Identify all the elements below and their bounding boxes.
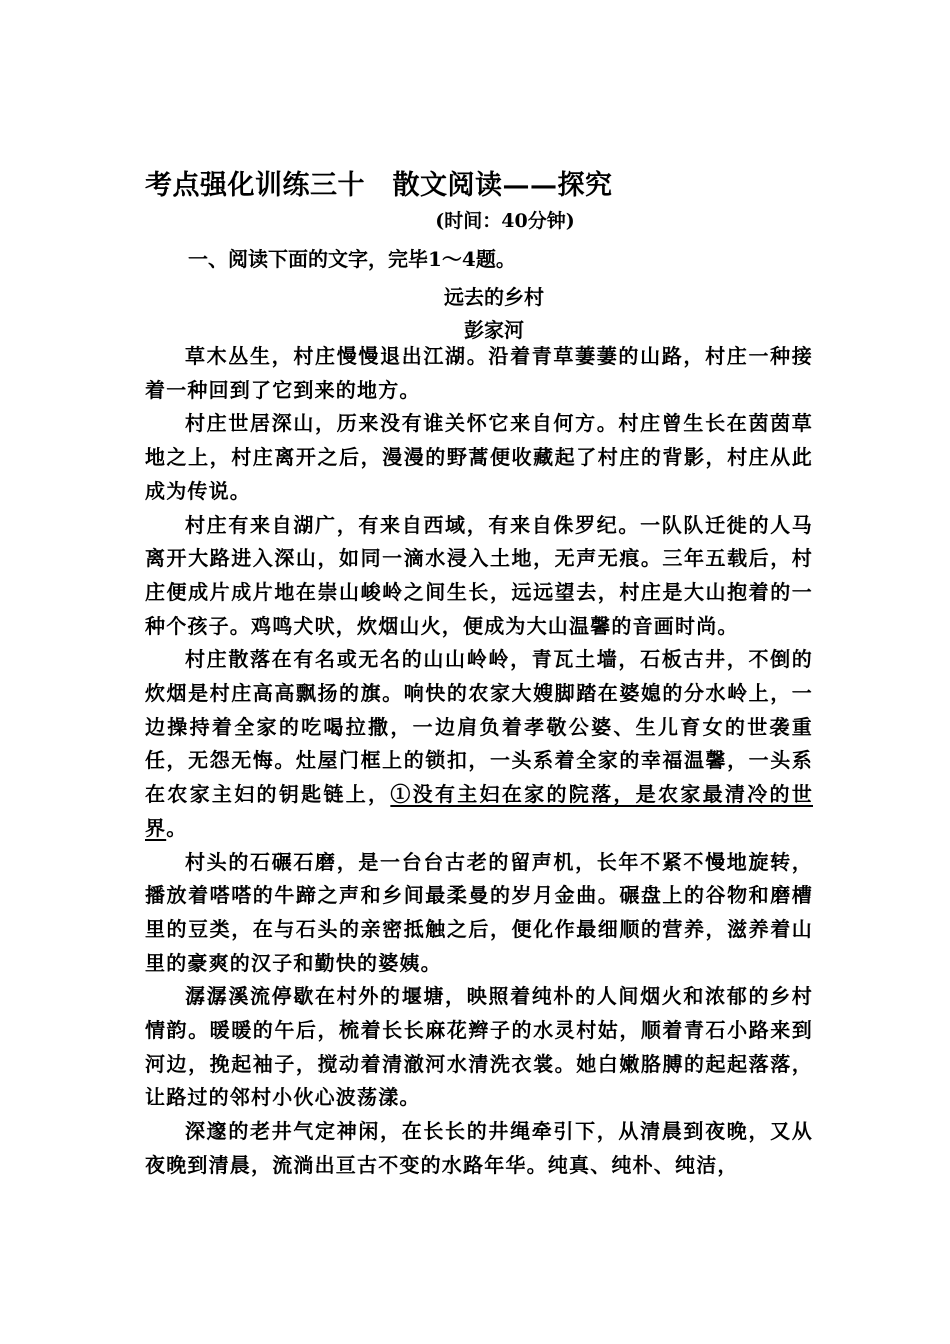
paragraph-5: 村头的石碾石磨，是一台台古老的留声机，长年不紧不慢地旋转，播放着嗒嗒的牛蹄之声和乡间最柔曼的岁月金曲。碾盘上的谷物和磨槽里的豆类，在与石头的亲密抵触之后，便化作最细顺的营养，滋养着山里的豪爽的汉子和勤快的婆姨。 (145, 849, 813, 975)
paragraph-7: 深邃的老井气定神闲，在长长的井绳牵引下，从清晨到夜晚，又从夜晚到清晨，流淌出亘古不变的水路年华。纯真、纯朴、纯洁， (145, 1119, 813, 1177)
time-limit: (时间：40分钟) (435, 210, 575, 232)
paragraph-4 (145, 643, 813, 845)
essay-title: 远去的乡村 (444, 285, 544, 309)
paragraph-2: 村庄世居深山，历来没有谁关怀它来自何方。村庄曾生长在茵茵草地之上，村庄离开之后，漫漫的野蒿便收藏起了村庄的背影，村庄从此成为传说。 (145, 411, 813, 503)
paragraph-4-tail: 。 (166, 815, 188, 840)
section-instruction: 一、阅读下面的文字，完毕1～4题。 (188, 247, 516, 271)
document-title: 考点强化训练三十 散文阅读——探究 (145, 170, 613, 201)
paragraph-6: 潺潺溪流停歇在村外的堰塘，映照着纯朴的人间烟火和浓郁的乡村情韵。暖暖的午后，梳着长长麻花辫子的水灵村姑，顺着青石小路来到河边，挽起袖子，搅动着清澈河水清洗衣裳。她白嫩胳膊的起起落落，让路过的邻村小伙心波荡漾。 (145, 984, 813, 1110)
paragraph-3: 村庄有来自湖广，有来自西域，有来自侏罗纪。一队队迁徙的人马离开大路进入深山，如同一滴水浸入土地，无声无痕。三年五载后，村庄便成片成片地在崇山峻岭之间生长，远远望去，村庄是大山抱着的一种个孩子。鸡鸣犬吠，炊烟山火，便成为大山温馨的音画时尚。 (145, 512, 813, 638)
essay-body (145, 340, 813, 1183)
paragraph-1: 草木丛生，村庄慢慢退出江湖。沿着青草萋萋的山路，村庄一种接着一种回到了它到来的地方。 (145, 344, 813, 402)
essay-author: 彭家河 (464, 318, 524, 342)
paragraph-4-text: 村庄散落在有名或无名的山山岭岭，青瓦土墙，石板古井，不倒的炊烟是村庄高高飘扬的旗。响快的农家大嫂脚踏在婆媳的分水岭上，一边操持着全家的吃喝拉撒，一边肩负着孝敬公婆、生儿育女的世袭重任，无怨无悔。灶屋门框上的锁扣，一头系着全家的幸福温馨，一头系在农家主妇的钥匙链上， (145, 647, 813, 807)
underlined-sentence: ①没有主妇在家的院落，是农家最清冷的世界 (145, 782, 813, 840)
